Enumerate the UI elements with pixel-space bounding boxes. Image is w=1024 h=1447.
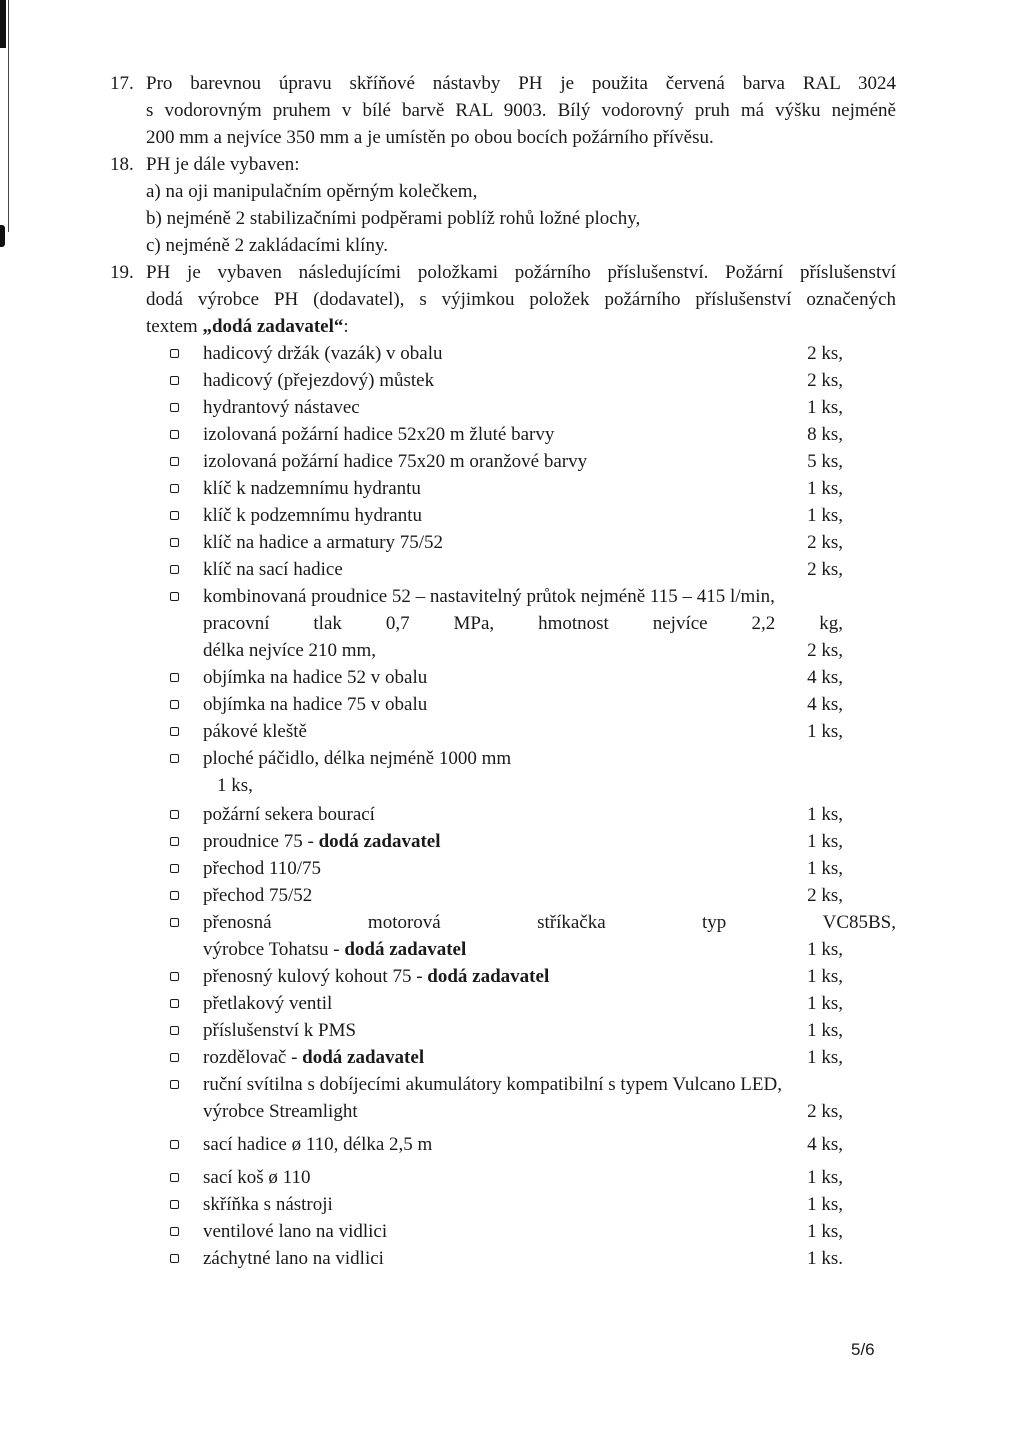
- item-qty: 1 ks,: [807, 721, 843, 742]
- item-name: klíč k nadzemnímu hydrantu: [203, 478, 421, 499]
- page-number: 5/6: [851, 1340, 875, 1359]
- checkbox-bullet-icon: [170, 864, 179, 873]
- checkbox-bullet-icon: [170, 457, 179, 466]
- checkbox-bullet-icon: [170, 918, 179, 927]
- item-qty: 8 ks,: [807, 424, 843, 445]
- checkbox-bullet-icon: [170, 430, 179, 439]
- item-name: izolovaná požární hadice 52x20 m žluté barvy: [203, 424, 555, 445]
- item-qty: 1 ks,: [807, 1047, 843, 1068]
- checkbox-bullet-icon: [170, 349, 179, 358]
- list-item: [110, 367, 896, 394]
- list-item-multiline: [110, 1071, 896, 1125]
- list-item-multiline: [110, 745, 896, 799]
- checkbox-bullet-icon: [170, 891, 179, 900]
- item-name: sací hadice ø 110, délka 2,5 m: [203, 1134, 433, 1155]
- scan-edge-mark: [0, 225, 5, 247]
- item-name: klíč na sací hadice: [203, 559, 343, 580]
- list-item: [110, 529, 896, 556]
- item-qty: 2 ks,: [807, 1101, 843, 1122]
- item-qty: 1 ks,: [807, 1020, 843, 1041]
- list-item: [110, 340, 896, 367]
- list-item: [110, 718, 896, 745]
- checkbox-bullet-icon: [170, 376, 179, 385]
- item-name: hadicový držák (vazák) v obalu: [203, 343, 443, 364]
- item-name: ploché páčidlo, délka nejméně 1000 mm: [203, 748, 512, 769]
- paragraph-line: Pro barevnou úpravu skříňové nástavby PH je použita červená barva RAL 3024: [146, 73, 896, 94]
- bold-label: „dodá zadavatel“: [202, 316, 344, 337]
- item-name: hydrantový nástavec: [203, 397, 360, 418]
- item-name: přenosný kulový kohout 75 - dodá zadavatel: [203, 966, 550, 987]
- item-qty: 2 ks,: [807, 343, 843, 364]
- checkbox-bullet-icon: [170, 1200, 179, 1209]
- item-line: výrobce Streamlight: [203, 1101, 358, 1122]
- item-qty: 1 ks,: [807, 858, 843, 879]
- item-qty: 2 ks,: [807, 532, 843, 553]
- list-item: [110, 1044, 896, 1071]
- item-qty: 1 ks,: [807, 1167, 843, 1188]
- checkbox-bullet-icon: [170, 565, 179, 574]
- paragraph-number: 18.: [110, 154, 134, 175]
- item-qty: 1 ks,: [217, 775, 253, 796]
- item-qty: 1 ks,: [807, 831, 843, 852]
- checkbox-bullet-icon: [170, 1140, 179, 1149]
- item-line: kombinovaná proudnice 52 – nastavitelný průtok nejméně 115 – 415 l/min,: [203, 586, 775, 607]
- paragraph-17: [110, 70, 896, 151]
- item-name: hadicový (přejezdový) můstek: [203, 370, 435, 391]
- list-item: [110, 448, 896, 475]
- item-line: výrobce Tohatsu - dodá zadavatel: [203, 939, 467, 960]
- item-qty: 4 ks,: [807, 694, 843, 715]
- item-qty: 1 ks.: [807, 1248, 843, 1269]
- item-name: pákové kleště: [203, 721, 307, 742]
- list-item: [110, 1017, 896, 1044]
- item-qty: 2 ks,: [807, 885, 843, 906]
- list-item: [110, 855, 896, 882]
- item-line-justified: přenosná motorová stříkačka typ VC85BS,: [203, 912, 896, 933]
- paragraph-18: [110, 151, 896, 259]
- paragraph-line: s vodorovným pruhem v bílé barvě RAL 9003. Bílý vodorovný pruh má výšku nejméně: [146, 100, 896, 121]
- item-qty: 2 ks,: [807, 640, 843, 661]
- list-item: [110, 394, 896, 421]
- checkbox-bullet-icon: [170, 1254, 179, 1263]
- item-qty: 1 ks,: [807, 397, 843, 418]
- item-name: objímka na hadice 75 v obalu: [203, 694, 428, 715]
- checkbox-bullet-icon: [170, 727, 179, 736]
- item-name: klíč na hadice a armatury 75/52: [203, 532, 444, 553]
- checkbox-bullet-icon: [170, 403, 179, 412]
- list-item: [110, 691, 896, 718]
- item-name: objímka na hadice 52 v obalu: [203, 667, 428, 688]
- item-name: požární sekera bourací: [203, 804, 375, 825]
- paragraph-line: textem „dodá zadavatel“:: [146, 316, 349, 337]
- list-item: [110, 1245, 896, 1272]
- item-name: přechod 75/52: [203, 885, 313, 906]
- list-item: [110, 1191, 896, 1218]
- item-qty: 4 ks,: [807, 667, 843, 688]
- list-item: [110, 882, 896, 909]
- item-qty: 1 ks,: [807, 939, 843, 960]
- paragraph-number: 19.: [110, 262, 134, 283]
- list-item: [110, 1164, 896, 1191]
- checkbox-bullet-icon: [170, 700, 179, 709]
- item-name: skříňka s nástroji: [203, 1194, 333, 1215]
- list-item: [110, 421, 896, 448]
- list-item-b: b) nejméně 2 stabilizačními podpěrami poblíž rohů ložné plochy,: [146, 208, 641, 229]
- checkbox-bullet-icon: [170, 754, 179, 763]
- checkbox-bullet-icon: [170, 837, 179, 846]
- item-qty: 1 ks,: [807, 804, 843, 825]
- paragraph-line: dodá výrobce PH (dodavatel), s výjimkou položek požárního příslušenství označených: [146, 289, 896, 310]
- checkbox-bullet-icon: [170, 484, 179, 493]
- scan-border-mark: [0, 0, 6, 48]
- list-item-multiline: [110, 909, 896, 963]
- item-qty: 2 ks,: [807, 559, 843, 580]
- checkbox-bullet-icon: [170, 1026, 179, 1035]
- item-name: záchytné lano na vidlici: [203, 1248, 384, 1269]
- list-item: [110, 475, 896, 502]
- item-qty: 4 ks,: [807, 1134, 843, 1155]
- item-qty: 1 ks,: [807, 993, 843, 1014]
- item-qty: 2 ks,: [807, 370, 843, 391]
- paragraph-19: [110, 259, 896, 340]
- list-item-a: a) na oji manipulačním opěrným kolečkem,: [146, 181, 478, 202]
- checkbox-bullet-icon: [170, 673, 179, 682]
- item-name: příslušenství k PMS: [203, 1020, 357, 1041]
- checkbox-bullet-icon: [170, 1080, 179, 1089]
- checkbox-bullet-icon: [170, 999, 179, 1008]
- item-name: přechod 110/75: [203, 858, 322, 879]
- item-name: proudnice 75 - dodá zadavatel: [203, 831, 441, 852]
- item-name: izolovaná požární hadice 75x20 m oranžové barvy: [203, 451, 588, 472]
- accessory-list: [110, 340, 896, 1272]
- item-line: délka nejvíce 210 mm,: [203, 640, 377, 661]
- scan-border-line: [8, 0, 9, 232]
- item-name: klíč k podzemnímu hydrantu: [203, 505, 422, 526]
- list-item: [110, 801, 896, 828]
- checkbox-bullet-icon: [170, 972, 179, 981]
- item-line: ruční svítilna s dobíjecími akumulátory kompatibilní s typem Vulcano LED,: [203, 1074, 782, 1095]
- item-qty: 1 ks,: [807, 1194, 843, 1215]
- item-qty: 1 ks,: [807, 1221, 843, 1242]
- paragraph-number: 17.: [110, 73, 134, 94]
- checkbox-bullet-icon: [170, 1227, 179, 1236]
- item-qty: 5 ks,: [807, 451, 843, 472]
- list-item: [110, 556, 896, 583]
- item-qty: 1 ks,: [807, 505, 843, 526]
- checkbox-bullet-icon: [170, 1053, 179, 1062]
- checkbox-bullet-icon: [170, 1173, 179, 1182]
- item-line-justified: pracovní tlak 0,7 MPa, hmotnost nejvíce 2,2 kg,: [203, 613, 843, 634]
- checkbox-bullet-icon: [170, 538, 179, 547]
- list-item: [110, 963, 896, 990]
- checkbox-bullet-icon: [170, 511, 179, 520]
- item-name: ventilové lano na vidlici: [203, 1221, 388, 1242]
- paragraph-intro: PH je dále vybaven:: [146, 154, 300, 175]
- paragraph-line: 200 mm a nejvíce 350 mm a je umístěn po obou bocích požárního přívěsu.: [146, 127, 714, 148]
- item-name: rozdělovač - dodá zadavatel: [203, 1047, 425, 1068]
- item-qty: 1 ks,: [807, 478, 843, 499]
- list-item: [110, 828, 896, 855]
- item-qty: 1 ks,: [807, 966, 843, 987]
- list-item: [110, 1131, 896, 1158]
- paragraph-line: PH je vybaven následujícími položkami požárního příslušenství. Požární příslušenství: [146, 262, 896, 283]
- list-item-multiline: [110, 583, 896, 664]
- checkbox-bullet-icon: [170, 810, 179, 819]
- list-item: [110, 1218, 896, 1245]
- checkbox-bullet-icon: [170, 592, 179, 601]
- item-name: přetlakový ventil: [203, 993, 333, 1014]
- item-name: sací koš ø 110: [203, 1167, 311, 1188]
- list-item: [110, 502, 896, 529]
- list-item: [110, 990, 896, 1017]
- list-item-c: c) nejméně 2 zakládacími klíny.: [146, 235, 388, 256]
- list-item: [110, 664, 896, 691]
